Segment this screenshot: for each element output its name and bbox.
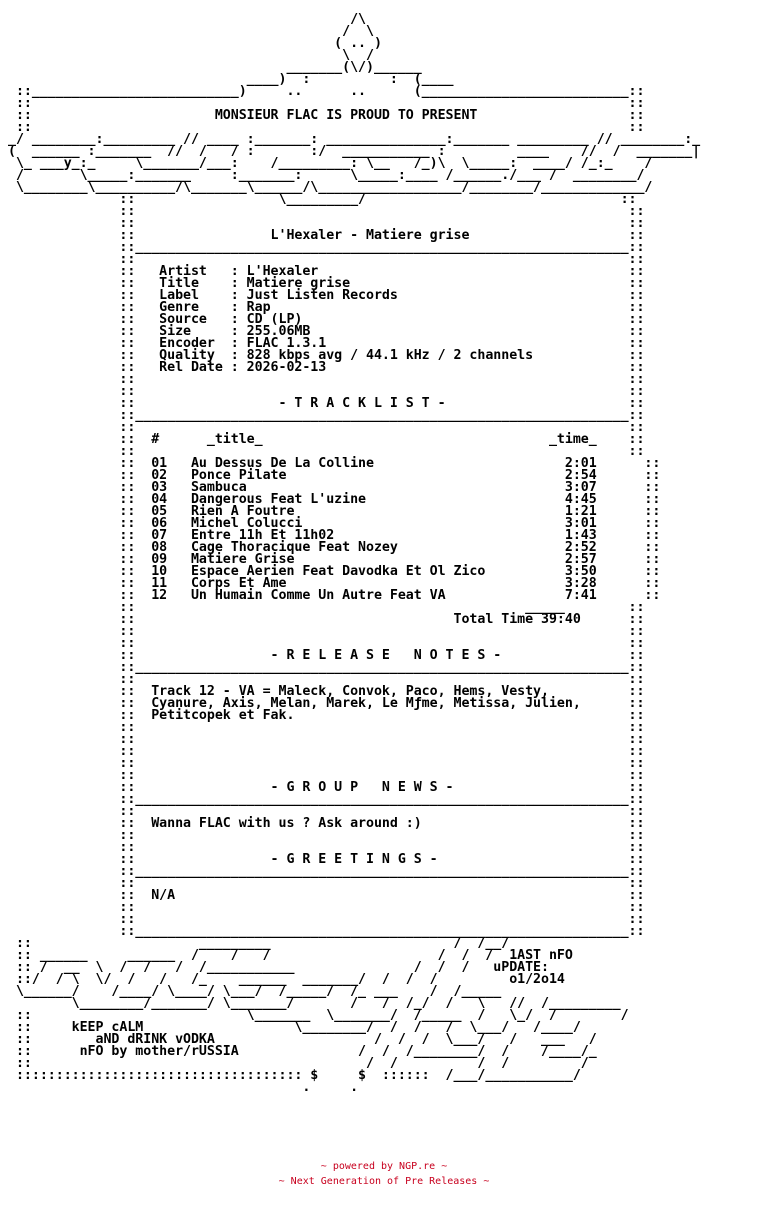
nfo-line: :::::::::::::::::::::::::::::::::::: $ $ :::::: /___/___________/ bbox=[8, 1068, 581, 1083]
nfo-line: :: :: bbox=[8, 744, 645, 759]
nfo-line: :: L'Hexaler - Matiere grise :: bbox=[8, 228, 645, 243]
nfo-line: :: :: bbox=[8, 672, 645, 687]
nfo-text bbox=[8, 14, 700, 1094]
nfo-line: / \ bbox=[8, 24, 374, 39]
nfo-line: :: 02 Ponce Pilate 2:54 :: bbox=[8, 468, 661, 483]
nfo-line: :: - G R E E T I N G S - :: bbox=[8, 852, 645, 867]
nfo-line: \________\__________/\_______\______/\__________________/________/_____________/ bbox=[8, 180, 653, 195]
nfo-line: :: \_______ \_______/ /_____ / \_/ / / bbox=[8, 1008, 629, 1023]
nfo-line: :: kEEP cALM \________/ / / / \___/ /____/ bbox=[8, 1020, 581, 1035]
nfo-line: :: :: bbox=[8, 204, 645, 219]
nfo-line: :: / / / / / bbox=[8, 1056, 589, 1071]
nfo-line: :: 10 Espace Aerien Feat Davodka Et Ol Zico 3:50 :: bbox=[8, 564, 661, 579]
nfo-line: :: / __ \ / / / /___________ / / / uPDATE: bbox=[8, 960, 549, 975]
nfo-line: :: :: bbox=[8, 372, 645, 387]
nfo-line: :: Total Time 39:40 :: bbox=[8, 612, 645, 627]
nfo-line: :: 04 Dangerous Feat L'uzine 4:45 :: bbox=[8, 492, 661, 507]
nfo-line: :: :: bbox=[8, 828, 645, 843]
nfo-line: :: :: bbox=[8, 252, 645, 267]
nfo-line: \_ ___y_:_ \_______/___: /_________: \__ /_)\ \_____: ____/ /_:_ / bbox=[8, 156, 653, 171]
nfo-line: ( .. ) bbox=[8, 36, 382, 51]
nfo-line: :: Artist : L'Hexaler :: bbox=[8, 264, 645, 279]
nfo-line: :: Track 12 - VA = Maleck, Convok, Paco, Hems, Vesty, :: bbox=[8, 684, 645, 699]
nfo-line: :: 09 Matiere Grise 2:57 :: bbox=[8, 552, 661, 567]
nfo-line: ::______________________________________________________________:: bbox=[8, 240, 645, 255]
nfo-line: :: :: bbox=[8, 804, 645, 819]
nfo-line: :: :: bbox=[8, 912, 645, 927]
nfo-line: \ / bbox=[8, 48, 374, 63]
nfo-line: :: Rel Date : 2026-02-13 :: bbox=[8, 360, 645, 375]
nfo-line: :: \_________/ :: bbox=[8, 192, 637, 207]
footer-powered-by: ~ powered by NGP.re ~ bbox=[320, 1161, 448, 1172]
nfo-line: :: Petitcopek et Fak. :: bbox=[8, 708, 645, 723]
nfo-line: ::______________________________________________________________:: bbox=[8, 792, 645, 807]
nfo-line: _______(\/)______ bbox=[8, 60, 422, 75]
nfo-line: :: :: bbox=[8, 120, 645, 135]
nfo-line: :: :: bbox=[8, 900, 645, 915]
nfo-line: :: :: bbox=[8, 636, 645, 651]
nfo-line: :: nFO by mother/rUSSIA / / /________/ / /____/_ bbox=[8, 1044, 597, 1059]
nfo-line: :: 08 Cage Thoracique Feat Nozey 2:52 :: bbox=[8, 540, 661, 555]
nfo-line: :: Encoder : FLAC 1.3.1 :: bbox=[8, 336, 645, 351]
nfo-line: ____) : : (____ bbox=[8, 72, 454, 87]
nfo-line: :: _________ / /__/ bbox=[8, 936, 510, 951]
nfo-line: :: :: bbox=[8, 216, 645, 231]
nfo-line: :: # _title_ _time_ :: bbox=[8, 432, 645, 447]
nfo-line: :: :: bbox=[8, 720, 645, 735]
nfo-line: _/ ________:_________ // ____ :_______: _______________:_______ _________ // ________:_ bbox=[8, 132, 701, 147]
nfo-line: ::__________________________) .. .. (__________________________:: bbox=[8, 84, 645, 99]
nfo-line: :: :: bbox=[8, 420, 645, 435]
nfo-line: :: :: bbox=[8, 384, 645, 399]
nfo-line: :: Genre : Rap :: bbox=[8, 300, 645, 315]
nfo-line: :: 03 Sambuca 3:07 :: bbox=[8, 480, 661, 495]
nfo-line: :: :: bbox=[8, 840, 645, 855]
nfo-line: / \_____:_______ :_______: \_____:____ /______./___ / ________/ bbox=[8, 168, 645, 183]
nfo-line: :: 06 Michel Colucci 3:01 :: bbox=[8, 516, 661, 531]
nfo-line: ::______________________________________________________________:: bbox=[8, 408, 645, 423]
nfo-line: :: 05 Rien A Foutre 1:21 :: bbox=[8, 504, 661, 519]
nfo-line: ( ______ :_______ // / / : :/ ___________ : ____ // / _______| bbox=[8, 144, 701, 159]
nfo-line: :: 01 Au Dessus De La Colline 2:01 :: bbox=[8, 456, 661, 471]
nfo-line: :: :: bbox=[8, 96, 645, 111]
nfo-line: :: :: bbox=[8, 756, 645, 771]
nfo-line: :: 11 Corps Et Ame 3:28 :: bbox=[8, 576, 661, 591]
nfo-line: :: :: bbox=[8, 768, 645, 783]
nfo-line: /\ bbox=[8, 12, 366, 27]
nfo-line: ::______________________________________________________________:: bbox=[8, 660, 645, 675]
nfo-line: :: _____ :: bbox=[8, 600, 645, 615]
nfo-line: :: Label : Just Listen Records :: bbox=[8, 288, 645, 303]
nfo-line: :: ______ ______ / / / / / / 1AST nFO bbox=[8, 948, 573, 963]
nfo-line: ::/ / \ \/ / / /_ ______ _______/ / / / o1/2o14 bbox=[8, 972, 565, 987]
nfo-line: :: 12 Un Humain Comme Un Autre Feat VA 7:41 :: bbox=[8, 588, 661, 603]
nfo-line: \________/_______/ \_______/ / / /_/ / \ // /_________ bbox=[8, 996, 621, 1011]
nfo-line: :: Title : Matiere grise :: bbox=[8, 276, 645, 291]
nfo-line: :: Quality : 828 kbps avg / 44.1 kHz / 2 channels :: bbox=[8, 348, 645, 363]
nfo-line: :: MONSIEUR FLAC IS PROUD TO PRESENT :: bbox=[8, 108, 645, 123]
nfo-line: :: - T R A C K L I S T - :: bbox=[8, 396, 645, 411]
nfo-line: :: :: bbox=[8, 444, 645, 459]
nfo-line: . . bbox=[8, 1080, 359, 1095]
nfo-line: :: aND dRINK vODKA / / / \___/ / ___ / bbox=[8, 1032, 597, 1047]
nfo-line: ::______________________________________________________________:: bbox=[8, 924, 645, 939]
nfo-line: :: 07 Entre 11h Et 11h02 1:43 :: bbox=[8, 528, 661, 543]
nfo-line: :: :: bbox=[8, 876, 645, 891]
nfo-line: \______/ /____/ \____/ \___/ /_____/ /_ ___ / /_____ bbox=[8, 984, 502, 999]
footer-next-generation: ~ Next Generation of Pre Releases ~ bbox=[278, 1176, 490, 1187]
nfo-line: :: N/A :: bbox=[8, 888, 645, 903]
nfo-line: :: :: bbox=[8, 732, 645, 747]
nfo-line: :: - G R O U P N E W S - :: bbox=[8, 780, 645, 795]
nfo-line: :: Size : 255.06MB :: bbox=[8, 324, 645, 339]
nfo-line: :: Wanna FLAC with us ? Ask around :) :: bbox=[8, 816, 645, 831]
nfo-line: :: :: bbox=[8, 624, 645, 639]
nfo-line: :: - R E L E A S E N O T E S - :: bbox=[8, 648, 645, 663]
nfo-line: :: Source : CD (LP) :: bbox=[8, 312, 645, 327]
nfo-line: :: Cyanure, Axis, Melan, Marek, Le Mƒme, Metissa, Julien, :: bbox=[8, 696, 645, 711]
nfo-line: ::______________________________________________________________:: bbox=[8, 864, 645, 879]
